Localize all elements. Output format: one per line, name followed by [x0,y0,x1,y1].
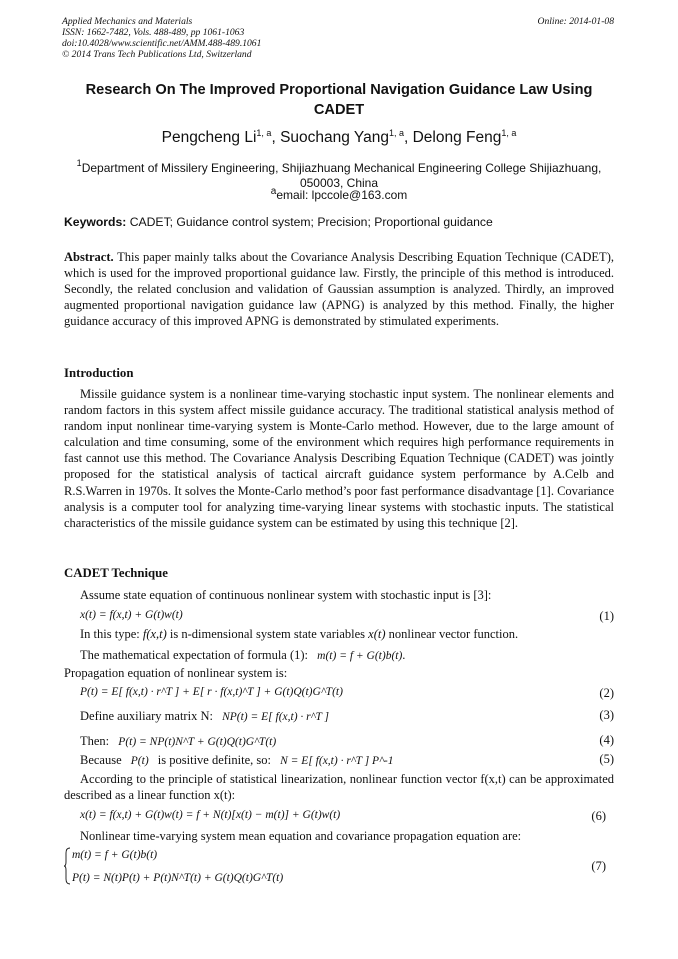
cadet-paragraph-linearization: According to the principle of statistical linearization, nonlinear function vector f(x,t) can be approximated described as a linear function x(t): [64,772,614,803]
equation-brace [63,847,71,885]
equation-number: (3) [599,708,614,722]
journal-header [62,16,442,60]
section-heading-introduction: Introduction [64,366,134,380]
equation-mean: m(t) = f + G(t)b(t) [317,650,403,662]
text-span: The mathematical expectation of formula (1): [80,648,309,662]
equation-5: N = E[ f(x,t) · r^T ] P^-1 [280,755,394,767]
text-span: In this type: [80,627,143,641]
cadet-line-3 [64,647,630,664]
affiliation-mark: 1 [76,158,82,168]
cadet-line-6 [64,733,630,750]
author-name: Delong Feng [412,129,502,146]
cadet-line-4: Propagation equation of nonlinear system is: [64,666,288,680]
abstract-label: Abstract. [64,250,114,264]
journal-copyright: © 2014 Trans Tech Publications Ltd, Switzerland [62,49,252,60]
keywords [64,215,614,229]
math-inline: f(x,t) [142,627,167,641]
text-span: is n-dimensional system state variables [166,627,369,641]
text-span: Then: [80,734,110,748]
equation-3: NP(t) = E[ f(x,t) · r^T ] [222,711,330,723]
equation-number: (7) [591,859,606,873]
text-span: . [402,648,406,662]
email-mark: a [270,186,277,197]
equation-4: P(t) = NP(t)N^T + G(t)Q(t)G^T(t) [118,736,277,748]
cadet-paragraph-mean-covariance: Nonlinear time-varying system mean equation and covariance propagation equation are: [80,829,522,843]
intro-paragraph: Missile guidance system is a nonlinear time-varying stochastic input system. The nonlinear elements and random factors in this system affect missile guidance accuracy. The traditional statistical analysis method of random input nonlinear time-varying system is Monte-Carlo method. However, due to the large amount of calculation and time consuming, some of the environment which requires high performance requirements in fast cannot use this method. The Covariance Analysis Describing Equation Technique (CADET) was jointly proposed for the statistical analysis of tactical aircraft guidance system performance by A.Celb and R.S.Warren in 1970s. It solves the Monte-Carlo method’s poor fast performance disadvantage [1]. Covariance analysis is a computer tool for analyzing time-varying linear systems with stochastic inputs. The statistical characteristics of the missile guidance system can be estimated by using this technique [2]. [64,387,614,530]
section-heading-cadet: CADET Technique [64,566,168,580]
cadet-line-2 [64,626,630,642]
equation-2: P(t) = E[ f(x,t) · r^T ] + E[ r · f(x,t)^T ] + G(t)Q(t)G^T(t) [80,686,343,698]
text-span: nonlinear vector function. [385,627,519,641]
paper-title: Research On The Improved Proportional Navigation Guidance Law Using CADET [85,82,593,118]
affiliation-text: Department of Missilery Engineering, Shijiazhuang Mechanical Engineering College Shijiazhuang, 050003, China [81,161,602,190]
author-affil-mark: 1, a [256,128,272,138]
equation-number: (1) [599,609,614,623]
author-list: Pengcheng Li$^{1, a}$, Suochang Yang$^{1, a}$, Delong Feng$^{1, a}$ [161,128,517,146]
math-inline: x(t) [368,627,386,641]
author-name: Suochang Yang [280,129,389,146]
keywords-label: Keywords: [64,215,127,229]
equation-number: (4) [599,733,614,747]
author-affil-mark: 1, a [501,128,517,138]
journal-name: Applied Mechanics and Materials [62,16,193,27]
email-text: email: lpccole@163.com [276,188,408,202]
abstract [64,249,614,329]
math-inline: P(t) [130,755,149,767]
journal-issn: ISSN: 1662-7482, Vols. 488-489, pp 1061-1063 [62,27,245,38]
text-span: Define auxiliary matrix N: [80,709,213,723]
equation-7a: m(t) = f + G(t)b(t) [72,849,158,861]
online-date: Online: 2014-01-08 [537,16,614,27]
equation-number: (6) [591,809,606,823]
author-name: Pengcheng Li [161,129,257,146]
equation-7b: P(t) = N(t)P(t) + P(t)N^T(t) + G(t)Q(t)G^T(t) [72,872,284,884]
keywords-text: CADET; Guidance control system; Precision; Proportional guidance [129,215,493,229]
abstract-text: This paper mainly talks about the Covariance Analysis Describing Equation Technique (CADET), which is used for the improved proportional guidance law. Firstly, the principle of this method is introduced. Secondly, the related conclusion and validation of Gaussian assumption is analyzed. Thirdly, an improved augmented proportional navigation guidance law (APNG) is analyzed by this method. Finally, the higher guidance accuracy of this improved APNG is demonstrated by stimulated experiments. [64,250,614,329]
email-line [64,186,614,202]
equation-6: x(t) = f(x,t) + G(t)w(t) = f + N(t)[x(t) − m(t)] + G(t)w(t) [80,809,341,821]
cadet-line-1: Assume state equation of continuous nonlinear system with stochastic input is [3]: [80,588,492,602]
equation-number: (2) [599,686,614,700]
journal-doi: doi:10.4028/www.scientific.net/AMM.488-489.1061 [62,38,262,49]
cadet-line-7 [64,752,630,769]
equation-number: (5) [599,752,614,766]
equation-1: x(t) = f(x,t) + G(t)w(t) [80,609,183,621]
cadet-line-5 [64,708,630,725]
author-affil-mark: 1, a [388,128,404,138]
text-span: Because [80,753,122,767]
text-span: is positive definite, so: [157,753,271,767]
